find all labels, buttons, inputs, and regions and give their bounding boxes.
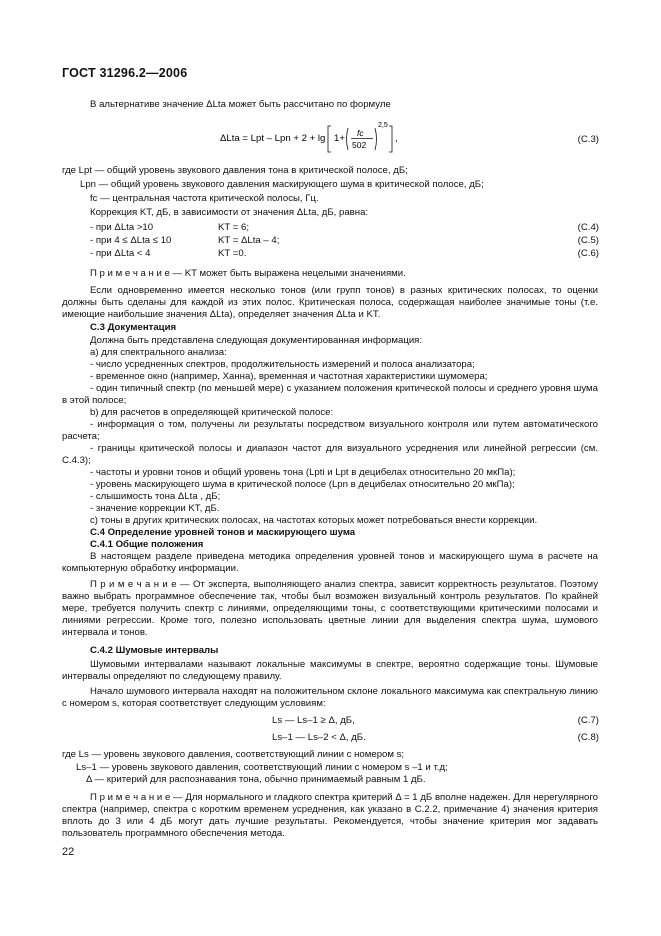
- c3-info-line: - информация о том, получены ли результаты посредством визуального контроля или путем автоматического расчета;: [62, 419, 598, 442]
- c3-line-9: с) тоны в других критических полосах, на частотах которых может потребоваться внести коррекции.: [90, 515, 538, 526]
- c3-line-7: - слышимость тона ΔLta , дБ;: [90, 491, 221, 502]
- c42-para-2: Начало шумового интервала находят на положительном склоне локального максимума как спектральную линию с номером s, которая соответствует следующим условиям:: [62, 686, 598, 709]
- note-expert: П р и м е ч а н и е — От эксперта, выполняющего анализ спектра, зависит корректность результатов. Поэтому важно выбрать программное обеспечение так, чтобы был возможен визуальный контроль результатов. По крайней мере, требуется получить спектр с линиями, определяющими тоны, с соответствующими критическими полосами и линиями регрессии. Кроме того, полезно использовать цветные линии для выделения спектра шума, шумового интервала и тонов.: [62, 579, 598, 638]
- where-fc: fc — центральная частота критической полосы, Гц.: [90, 193, 319, 204]
- formula-lhs: ΔLta = Lpt – Lpn + 2 + lg: [220, 133, 326, 144]
- label-c3: (C.3): [577, 134, 599, 145]
- formula-one-plus: 1+: [334, 133, 345, 144]
- correction-val-3: KT =0.: [218, 248, 247, 259]
- eq-c7: Ls — Ls–1 ≥ Δ, дБ,: [272, 715, 355, 726]
- formula-c3: [215, 118, 415, 158]
- section-c42-title: С.4.2 Шумовые интервалы: [90, 645, 219, 656]
- c3-line-8: - значение коррекции KT, дБ.: [90, 503, 220, 514]
- where-lpn: Lpn — общий уровень звукового давления маскирующего шума в критической полосе, дБ;: [80, 179, 484, 190]
- paren-right: [375, 128, 377, 150]
- c3-line-5: - частоты и уровни тонов и общий уровень тона (Lpti и Lpt в децибелах относительно 20 мкПа);: [90, 467, 516, 478]
- label-c8: (C.8): [577, 732, 599, 743]
- c3-b-line: b) для расчетов в определяющей критической полосе:: [90, 407, 334, 418]
- page-number: 22: [62, 846, 75, 858]
- label-c5: (C.5): [577, 235, 599, 246]
- formula-num: fc: [357, 128, 364, 138]
- label-c6: (C.6): [577, 248, 599, 259]
- note-kt: П р и м е ч а н и е — KT может быть выражена нецелыми значениями.: [90, 268, 406, 279]
- c3-typical-spectrum: - один типичный спектр (по меньшей мере) с указанием положения критической полосы и среднего уровня шума в этой полосе;: [62, 383, 598, 406]
- correction-val-2: KT = ΔLta – 4;: [218, 235, 280, 246]
- correction-cond-3: - при ΔLta < 4: [90, 248, 151, 259]
- svg-text:,: ,: [395, 133, 398, 144]
- section-c41-title: С.4.1 Общие положения: [90, 539, 204, 550]
- c3-line-6: - уровень маскирующего шума в критической полосе (Lpn в децибелах относительно 20 мкПа);: [90, 479, 515, 490]
- c42-para-1: Шумовыми интервалами называют локальные максимумы в спектре, вероятно содержащие тоны. Шумовые интервалы определяют по следующему правилу.: [62, 659, 598, 682]
- note-criterion: П р и м е ч а н и е — Для нормального и гладкого спектра критерий Δ = 1 дБ вполне надежен. Для нерегулярного спектра (например, спектра с коротким временем усреднения, как указано в С.2.2, примечание 4) значения критерия вплоть до 3 или 4 дБ могут дать лучшие результаты. Рекомендуется, чтобы значение критерия мог задавать пользователь программного обеспечения метода.: [62, 792, 598, 839]
- label-c4: (C.4): [577, 222, 599, 233]
- correction-line: Коррекция KT, дБ, в зависимости от значения ΔLta, дБ, равна:: [90, 207, 369, 218]
- paren-left: [347, 128, 349, 150]
- correction-cond-2: - при 4 ≤ ΔLta ≤ 10: [90, 235, 172, 246]
- c3-line-1: Должна быть представлена следующая документированная информация:: [90, 335, 423, 346]
- bracket-right: [389, 126, 392, 152]
- where-lpt: где Lpt — общий уровень звукового давления тона в критической полосе, дБ;: [62, 165, 408, 176]
- bracket-left: [328, 126, 331, 152]
- formula-exp: 2,5: [378, 122, 388, 129]
- c3-line-3: - число усредненных спектров, продолжительность измерений и полоса анализатора;: [90, 359, 475, 370]
- para-multiple-tones: Если одновременно имеется несколько тонов (или групп тонов) в разных критических полосах, то оценки должны быть сделаны для каждой из этих полос. Критическая полоса, содержащая наиболее значимые тоны (т.е. имеющие наибольшие значения ΔLta), определяет значения ΔLta и KT.: [62, 285, 598, 320]
- c41-para: В настоящем разделе приведена методика определения уровней тонов и маскирующего шума в расчете на компьютерную обработку информации.: [62, 551, 598, 574]
- where-ls: где Ls — уровень звукового давления, соответствующий линии с номером s;: [62, 749, 405, 760]
- eq-c8: Ls–1 — Ls–2 < Δ, дБ.: [272, 732, 366, 743]
- section-c3-title: С.3 Документация: [90, 322, 177, 333]
- label-c7: (C.7): [577, 715, 599, 726]
- c3-line-4: - временное окно (например, Ханна), временная и частотная характеристики шумомера;: [90, 371, 488, 382]
- c3-line-2: а) для спектрального анализа:: [90, 347, 227, 358]
- where-delta: Δ — критерий для распознавания тона, обычно принимаемый равным 1 дБ.: [86, 774, 426, 785]
- where-ls1: Ls–1 — уровень звукового давления, соответствующий линии с номером s –1 и т.д;: [76, 762, 448, 773]
- correction-val-1: KT = 6;: [218, 222, 250, 233]
- correction-cond-1: - при ΔLta >10: [90, 222, 154, 233]
- intro-line: В альтернативе значение ΔLta может быть рассчитано по формуле: [90, 99, 391, 110]
- c3-bounds-line: - границы критической полосы и диапазон частот для визуального усреднения или линейной регрессии (см. С.4.3);: [62, 443, 598, 466]
- section-c4-title: С.4 Определение уровней тонов и маскирующего шума: [90, 527, 356, 538]
- document-header: ГОСТ 31296.2—2006: [62, 66, 188, 80]
- formula-den: 502: [352, 140, 367, 150]
